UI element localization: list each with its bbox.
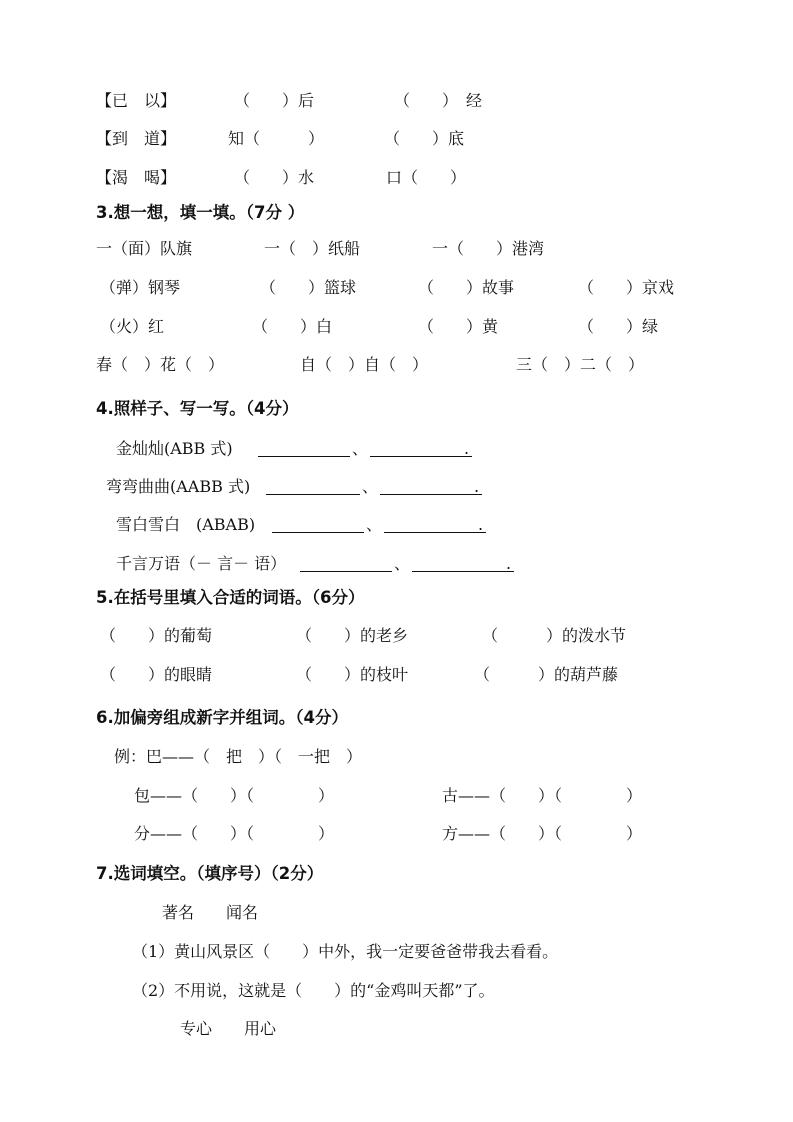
radical-blank[interactable]: 分——（ ）（ ） [134,824,335,843]
period: . [464,439,470,458]
answer-line[interactable] [258,438,350,457]
section-3-title: 3.想一想，填一填。（7分 ） [96,203,305,222]
verb-noun-item[interactable]: （ ）篮球 [260,278,357,297]
color-word-item[interactable]: （火）红 [100,317,165,336]
measure-word-item[interactable]: 一（ ）纸船 [264,239,361,258]
answer-line[interactable] [266,476,360,495]
period: . [506,554,512,573]
pattern-example: 雪白雪白 (ABAB) [116,515,256,534]
section-7-title: 7.选词填空。（填序号）（2分） [96,864,324,883]
adjective-blank[interactable]: （ ）的眼睛 [100,665,213,684]
adjective-blank[interactable]: （ ）的葫芦藤 [474,665,619,684]
sentence-blank[interactable]: （2）不用说，这就是（ ）的“金鸡叫天都”了。 [132,981,495,1000]
period: . [474,477,480,496]
verb-noun-item[interactable]: （ ）京戏 [578,278,675,297]
color-word-item[interactable]: （ ）绿 [578,317,659,336]
word-group-label: 【已 以】 [96,91,177,110]
separator: 、 [352,439,369,458]
pattern-example: 弯弯曲曲(AABB 式) [106,477,251,496]
fill-blank[interactable]: （ ）水 [234,168,315,187]
fill-blank[interactable]: 口（ ） [386,168,467,187]
verb-noun-item[interactable]: （ ）故事 [418,278,515,297]
section-6-title: 6.加偏旁组成新字并组词。（4分） [96,708,348,727]
answer-line[interactable] [384,514,486,533]
radical-example: 例：巴——（ 把 ）（ 一把 ） [114,747,363,766]
adjective-blank[interactable]: （ ）的枝叶 [296,665,409,684]
fill-blank[interactable]: 知（ ） [228,129,325,148]
answer-line[interactable] [370,438,472,457]
fill-blank[interactable]: （ ） 经 [394,91,483,110]
verb-noun-item[interactable]: （弹）钢琴 [100,278,181,297]
separator: 、 [362,477,379,496]
adjective-blank[interactable]: （ ）的老乡 [296,626,409,645]
answer-line[interactable] [412,553,514,572]
pattern-example: 千言万语（－ 言－ 语） [116,554,287,573]
radical-blank[interactable]: 古——（ ）（ ） [442,786,643,805]
measure-word-item[interactable]: 一（ ）港湾 [432,239,545,258]
color-word-item[interactable]: （ ）黄 [418,317,499,336]
idiom-blank[interactable]: 三（ ）二（ ） [516,355,645,374]
answer-line[interactable] [380,476,482,495]
word-choices: 著名 闻名 [162,903,259,922]
answer-line[interactable] [300,553,392,572]
color-word-item[interactable]: （ ）白 [252,317,333,336]
word-group-label: 【渴 喝】 [96,168,177,187]
idiom-blank[interactable]: 春（ ）花（ ） [96,355,225,374]
pattern-example: 金灿灿(ABB 式) [116,439,233,458]
measure-word-item[interactable]: 一（面）队旗 [96,239,193,258]
adjective-blank[interactable]: （ ）的葡萄 [100,626,213,645]
word-choices: 专心 用心 [180,1019,277,1038]
word-group-label: 【到 道】 [96,129,177,148]
section-5-title: 5.在括号里填入合适的词语。（6分） [96,588,365,607]
section-4-title: 4.照样子、写一写。（4分） [96,399,299,418]
radical-blank[interactable]: 包——（ ）（ ） [134,786,335,805]
period: . [478,515,484,534]
separator: 、 [394,554,411,573]
sentence-blank[interactable]: （1）黄山风景区（ ）中外，我一定要爸爸带我去看看。 [132,942,559,961]
idiom-blank[interactable]: 自（ ）自（ ） [300,355,429,374]
answer-line[interactable] [272,514,364,533]
fill-blank[interactable]: （ ）底 [384,129,465,148]
fill-blank[interactable]: （ ）后 [234,91,315,110]
separator: 、 [366,515,383,534]
adjective-blank[interactable]: （ ）的泼水节 [482,626,627,645]
radical-blank[interactable]: 方——（ ）（ ） [442,824,643,843]
